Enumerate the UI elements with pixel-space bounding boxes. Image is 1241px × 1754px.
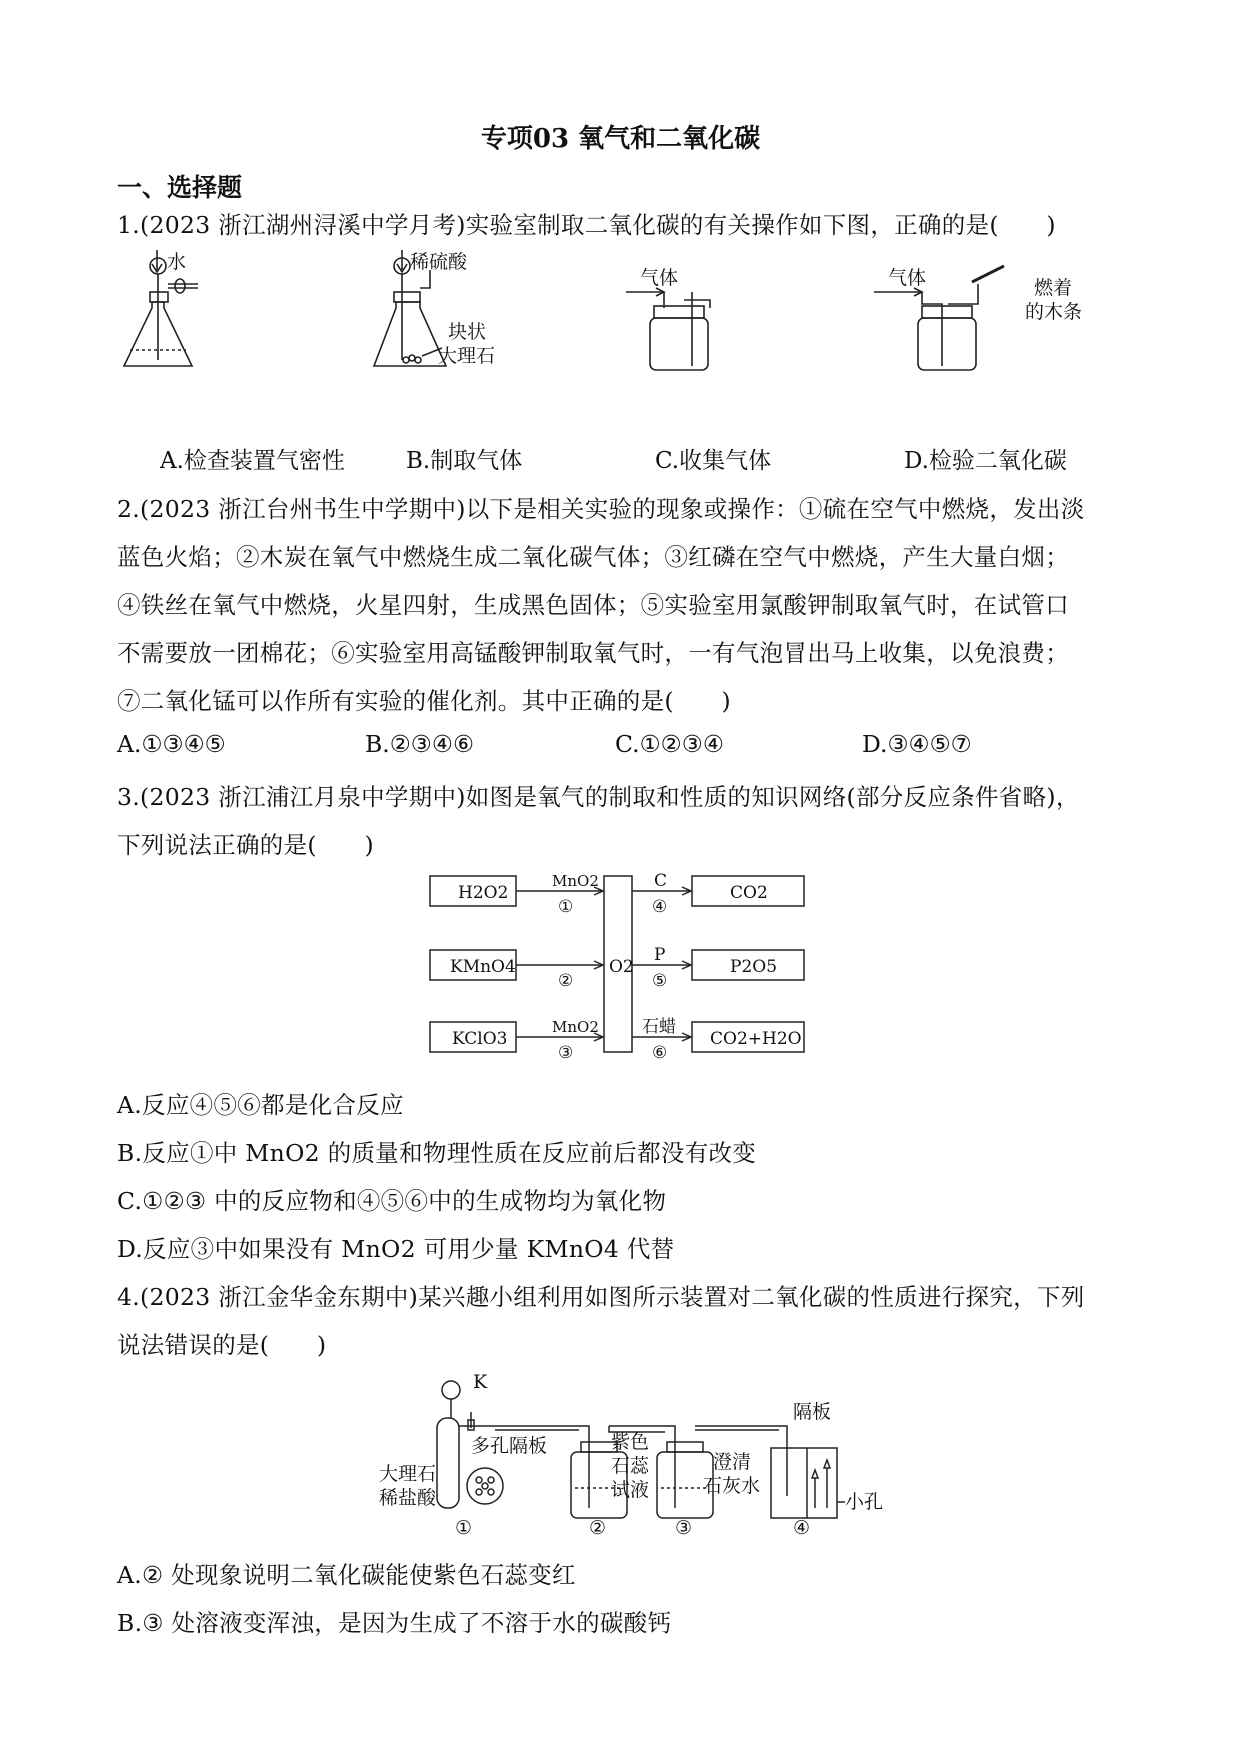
q1-label-marble-2: 大理石 bbox=[438, 345, 496, 367]
q1-label-water: 水 bbox=[167, 251, 187, 273]
q3-line-2: 下列说法正确的是( ) bbox=[117, 831, 374, 859]
q1-fig-a-flask bbox=[124, 250, 198, 366]
q3-cond-mno2-1: MnO2 bbox=[552, 872, 599, 890]
q3-option-b: B.反应①中 MnO2 的质量和物理性质在反应前后都没有改变 bbox=[117, 1139, 757, 1167]
q3-cond-mno2-3: MnO2 bbox=[552, 1018, 599, 1036]
q4-label-lime-1: 澄清 bbox=[713, 1451, 752, 1473]
q1-fig-c-bottle bbox=[626, 288, 710, 370]
q2-option-c: C.①②③④ bbox=[615, 730, 724, 758]
q4-label-hole: 小孔 bbox=[845, 1491, 884, 1513]
q1-option-b: B.制取气体 bbox=[406, 448, 523, 474]
q1-label-marble-1: 块状 bbox=[448, 321, 487, 343]
q3-box-p2o5: P2O5 bbox=[730, 957, 778, 977]
q3-num-4: ④ bbox=[652, 897, 668, 917]
q1-label-stick-2: 的木条 bbox=[1025, 301, 1083, 323]
q4-label-plate: 多孔隔板 bbox=[471, 1435, 548, 1457]
q1-label-gas-c: 气体 bbox=[640, 267, 679, 289]
q1-apparatus-figure bbox=[120, 248, 1120, 398]
q3-line-1: 3.(2023 浙江浦江月泉中学期中)如图是氧气的制取和性质的知识网络(部分反应条件省略)， bbox=[117, 783, 1080, 811]
q4-label-marble: 大理石 bbox=[379, 1463, 437, 1485]
q4-option-a: A.② 处现象说明二氧化碳能使紫色石蕊变红 bbox=[117, 1561, 576, 1589]
q2-option-b: B.②③④⑥ bbox=[365, 730, 475, 758]
q3-option-d: D.反应③中如果没有 MnO2 可用少量 KMnO4 代替 bbox=[117, 1235, 675, 1263]
q4-apparatus-figure bbox=[375, 1368, 884, 1539]
q3-box-co2: CO2 bbox=[730, 883, 768, 903]
q2-option-d: D.③④⑤⑦ bbox=[862, 730, 972, 758]
q2-line-2: 蓝色火焰；②木炭在氧气中燃烧生成二氧化碳气体；③红磷在空气中燃烧，产生大量白烟； bbox=[117, 543, 1069, 571]
q4-label-hcl: 稀盐酸 bbox=[379, 1487, 437, 1509]
q3-option-c: C.①②③ 中的反应物和④⑤⑥中的生成物均为氧化物 bbox=[117, 1187, 667, 1215]
page-title: 专项03 氧气和二氧化碳 bbox=[480, 124, 761, 154]
q1-option-c: C.收集气体 bbox=[655, 448, 772, 474]
q3-box-kmno4: KMnO4 bbox=[450, 957, 516, 977]
q1-label-acid: 稀硫酸 bbox=[410, 251, 468, 273]
q4-label-purple-2: 石蕊 bbox=[611, 1455, 650, 1477]
q2-option-a: A.①③④⑤ bbox=[117, 730, 226, 758]
q1-label-gas-d: 气体 bbox=[888, 267, 927, 289]
q3-cond-p: P bbox=[654, 945, 666, 965]
q4-label-k: K bbox=[473, 1371, 488, 1393]
q4-label-purple-1: 紫色 bbox=[611, 1431, 650, 1453]
q3-cond-c: C bbox=[654, 871, 668, 891]
q3-option-a: A.反应④⑤⑥都是化合反应 bbox=[117, 1091, 404, 1119]
q3-cond-wax: 石蜡 bbox=[642, 1017, 676, 1037]
q4-num-1: ① bbox=[455, 1517, 473, 1539]
q2-line-5: ⑦二氧化锰可以作所有实验的催化剂。其中正确的是( ) bbox=[117, 687, 731, 715]
q1-option-d: D.检验二氧化碳 bbox=[904, 448, 1067, 474]
q4-line-1: 4.(2023 浙江金华金东期中)某兴趣小组利用如图所示装置对二氧化碳的性质进行探究，下列 bbox=[117, 1283, 1085, 1311]
q3-box-co2h2o: CO2+H2O bbox=[710, 1029, 802, 1049]
q3-num-6: ⑥ bbox=[652, 1043, 668, 1063]
q4-num-4: ④ bbox=[793, 1517, 811, 1539]
q4-num-2: ② bbox=[589, 1517, 607, 1539]
q3-num-3: ③ bbox=[558, 1043, 574, 1063]
q1-option-a: A.检查装置气密性 bbox=[160, 448, 345, 474]
q2-line-4: 不需要放一团棉花；⑥实验室用高锰酸钾制取氧气时，一有气泡冒出马上收集，以免浪费； bbox=[117, 639, 1069, 667]
q4-option-b: B.③ 处溶液变浑浊，是因为生成了不溶于水的碳酸钙 bbox=[117, 1609, 672, 1637]
section-heading: 一、选择题 bbox=[117, 173, 243, 202]
q3-reaction-network-diagram bbox=[428, 868, 808, 1068]
q3-num-2: ② bbox=[558, 971, 574, 991]
q4-num-3: ③ bbox=[675, 1517, 693, 1539]
q3-box-kclo3: KClO3 bbox=[452, 1029, 508, 1049]
q3-box-h2o2: H2O2 bbox=[458, 883, 509, 903]
q4-label-partition: 隔板 bbox=[793, 1401, 832, 1423]
q3-num-1: ① bbox=[558, 897, 574, 917]
q4-label-lime-2: 石灰水 bbox=[703, 1475, 761, 1497]
q4-label-purple-3: 试液 bbox=[611, 1479, 650, 1501]
q3-num-5: ⑤ bbox=[652, 971, 668, 991]
q1-stem: 1.(2023 浙江湖州浔溪中学月考)实验室制取二氧化碳的有关操作如下图，正确的是( ) bbox=[117, 211, 1056, 239]
q2-line-3: ④铁丝在氧气中燃烧，火星四射，生成黑色固体；⑤实验室用氯酸钾制取氧气时，在试管口 bbox=[117, 591, 1069, 619]
q3-box-o2: O2 bbox=[609, 957, 634, 977]
q2-line-1: 2.(2023 浙江台州书生中学期中)以下是相关实验的现象或操作：①硫在空气中燃烧，发出淡 bbox=[117, 495, 1085, 523]
q1-label-stick-1: 燃着 bbox=[1034, 277, 1073, 299]
q4-line-2: 说法错误的是( ) bbox=[117, 1331, 327, 1359]
